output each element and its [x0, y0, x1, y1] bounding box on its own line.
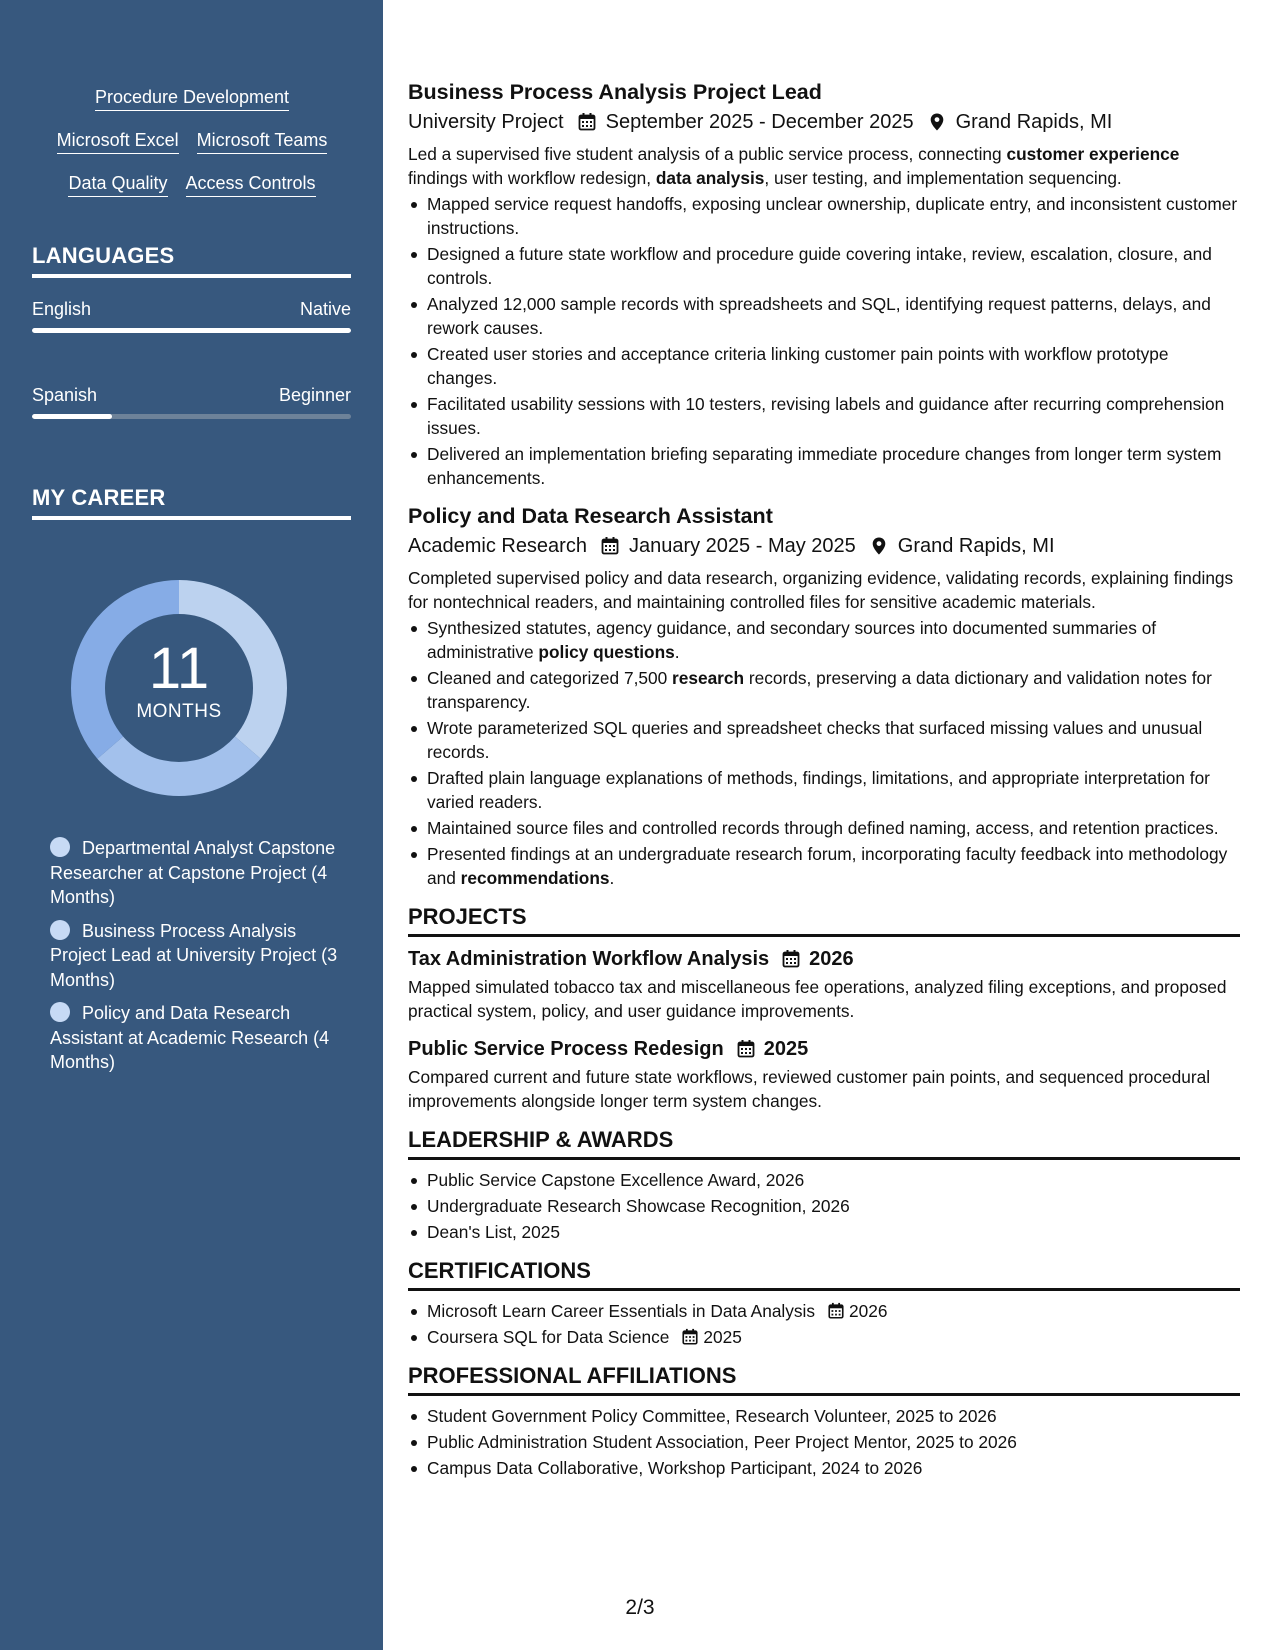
calendar-icon	[600, 536, 620, 556]
job-entry	[408, 78, 1240, 490]
bullet-item	[408, 816, 1240, 840]
job-meta	[408, 108, 1240, 136]
bullet-item	[408, 842, 1240, 890]
job-dates: January 2025 - May 2025	[628, 535, 856, 557]
certification-row	[427, 1299, 1240, 1323]
career-item	[50, 919, 340, 993]
job-bullets	[408, 192, 1240, 490]
calendar-icon	[736, 1039, 756, 1059]
calendar-icon	[681, 1328, 699, 1346]
text-run: Synthesized statutes, agency guidance, and secondary sources into documented summaries of administrative	[427, 618, 1157, 662]
job-dates: September 2025 - December 2025	[605, 111, 914, 133]
text-run: Completed supervised policy and data research, organizing evidence, validating records, explaining findings for nontechnical readers, and maintaining controlled files for sensitive academic materials.	[408, 568, 1234, 612]
bullet-item	[408, 292, 1240, 340]
language-bar-fill	[32, 414, 112, 419]
bold-keyword: policy questions	[538, 642, 675, 662]
affiliation-item: Student Government Policy Committee, Research Volunteer, 2025 to 2026	[408, 1404, 1240, 1428]
text-run: findings with workflow redesign,	[408, 168, 656, 188]
certification-name: Microsoft Learn Career Essentials in Data Analysis	[427, 1301, 816, 1321]
award-item: Undergraduate Research Showcase Recognition, 2026	[408, 1194, 1240, 1218]
bullet-item	[408, 666, 1240, 714]
sidebar	[0, 0, 383, 1650]
bold-keyword: data analysis	[655, 168, 765, 188]
skill-tag: Microsoft Teams	[197, 129, 328, 154]
text-run: Presented findings at an undergraduate research forum, incorporating faculty feedback into methodology and	[427, 844, 1228, 888]
awards-heading: LEADERSHIP & AWARDS	[408, 1125, 1240, 1160]
language-english	[32, 298, 351, 333]
language-name: Spanish	[32, 385, 98, 405]
certifications-heading: CERTIFICATIONS	[408, 1256, 1240, 1291]
calendar-icon	[577, 112, 597, 132]
bold-keyword: customer experience	[1006, 144, 1180, 164]
language-bar	[32, 414, 351, 419]
bullet-item	[408, 242, 1240, 290]
certification-year: 2025	[703, 1327, 742, 1347]
project-description: Compared current and future state workflows, reviewed customer pain points, and sequenced procedural improvements alongside longer term system changes.	[408, 1067, 1211, 1111]
language-level: Native	[299, 299, 351, 319]
career-item-text: Departmental Analyst Capstone Researcher at Capstone Project (4 Months)	[50, 838, 336, 907]
career-dot-icon	[50, 920, 70, 940]
award-item: Dean's List, 2025	[408, 1220, 1240, 1244]
location-pin-icon	[869, 536, 889, 556]
text-run: Mapped service request handoffs, exposing unclear ownership, duplicate entry, and inconsistent customer instructions.	[427, 194, 1238, 238]
project-name: Tax Administration Workflow Analysis	[408, 948, 770, 970]
text-run: Drafted plain language explanations of methods, findings, limitations, and appropriate interpretation for varied readers.	[427, 768, 1210, 812]
project-title	[408, 945, 1240, 973]
bullet-item	[408, 616, 1240, 664]
career-item-text: Policy and Data Research Assistant at Academic Research (4 Months)	[50, 1003, 330, 1072]
certification-year: 2026	[849, 1301, 888, 1321]
text-run: Designed a future state workflow and procedure guide covering intake, review, escalation, closure, and controls.	[427, 244, 1212, 288]
project-title	[408, 1035, 1240, 1063]
project-description: Mapped simulated tobacco tax and miscellaneous fee operations, analyzed filing exceptions, and proposed practical system, policy, and user guidance improvements.	[408, 977, 1227, 1021]
job-org: Academic Research	[408, 535, 587, 557]
bullet-item	[408, 192, 1240, 240]
job-org: University Project	[408, 111, 564, 133]
skill-row	[32, 86, 352, 111]
job-location: Grand Rapids, MI	[955, 111, 1113, 133]
page-number: 2/3	[625, 1596, 655, 1619]
award-item: Public Service Capstone Excellence Award, 2026	[408, 1168, 1240, 1192]
job-entry	[408, 502, 1240, 890]
certification-name: Coursera SQL for Data Science	[427, 1327, 670, 1347]
skill-tag: Data Quality	[68, 172, 167, 197]
text-run: Led a supervised five student analysis of a public service process, connecting	[408, 144, 1007, 164]
main-content	[408, 78, 1240, 1482]
bullet-item	[408, 442, 1240, 490]
job-meta	[408, 532, 1240, 560]
career-total	[66, 575, 292, 801]
text-run: Maintained source files and controlled records through defined naming, access, and retention practices.	[427, 818, 1219, 838]
bullet-item	[408, 342, 1240, 390]
bullet-item	[408, 392, 1240, 440]
language-spanish	[32, 384, 351, 419]
job-title: Policy and Data Research Assistant	[408, 504, 773, 528]
career-dot-icon	[50, 837, 70, 857]
language-name: English	[32, 299, 92, 319]
skill-tag: Procedure Development	[95, 86, 289, 111]
affiliation-item: Campus Data Collaborative, Workshop Participant, 2024 to 2026	[408, 1456, 1240, 1480]
experience-section	[408, 78, 1240, 890]
projects-heading: PROJECTS	[408, 902, 1240, 937]
affiliations-heading: PROFESSIONAL AFFILIATIONS	[408, 1361, 1240, 1396]
projects-list	[408, 945, 1240, 1113]
text-run: , user testing, and implementation sequencing.	[764, 168, 1122, 188]
certification-item	[408, 1325, 1240, 1349]
location-pin-icon	[927, 112, 947, 132]
skills-list	[32, 86, 352, 215]
job-summary	[408, 566, 1240, 614]
awards-list	[408, 1168, 1240, 1244]
text-run: Wrote parameterized SQL queries and spreadsheet checks that surfaced missing values and unusual records.	[427, 718, 1203, 762]
certification-row	[427, 1325, 1240, 1349]
affiliations-list	[408, 1404, 1240, 1480]
language-level: Beginner	[278, 385, 351, 405]
certifications-list	[408, 1299, 1240, 1349]
career-list	[50, 836, 340, 1084]
text-run: Cleaned and categorized 7,500	[427, 668, 673, 688]
career-item	[50, 836, 340, 910]
text-run: Created user stories and acceptance criteria linking customer pain points with workflow prototype changes.	[427, 344, 1169, 388]
project-year: 2025	[763, 1038, 809, 1060]
job-bullets	[408, 616, 1240, 890]
text-run: .	[674, 642, 680, 662]
calendar-icon	[827, 1302, 845, 1320]
language-bar	[32, 328, 351, 333]
skill-tag: Access Controls	[186, 172, 316, 197]
career-dot-icon	[50, 1002, 70, 1022]
bold-keyword: research	[672, 668, 745, 688]
job-location: Grand Rapids, MI	[897, 535, 1055, 557]
career-item	[50, 1001, 340, 1075]
certification-item	[408, 1299, 1240, 1323]
career-heading: MY CAREER	[32, 484, 351, 520]
career-total-unit: MONTHS	[136, 701, 222, 722]
skill-row	[32, 172, 352, 197]
languages-heading: LANGUAGES	[32, 242, 351, 278]
career-total-number: 11	[148, 636, 210, 701]
text-run: records, preserving a data dictionary and validation notes for transparency.	[427, 668, 1212, 712]
job-summary	[408, 142, 1240, 190]
bullet-item	[408, 716, 1240, 764]
text-run: .	[609, 868, 615, 888]
job-title: Business Process Analysis Project Lead	[408, 80, 822, 104]
career-item-text: Business Process Analysis Project Lead at University Project (3 Months)	[50, 920, 338, 990]
bullet-item	[408, 766, 1240, 814]
affiliation-item: Public Administration Student Association, Peer Project Mentor, 2025 to 2026	[408, 1430, 1240, 1454]
skill-tag: Microsoft Excel	[57, 129, 179, 154]
text-run: Delivered an implementation briefing separating immediate procedure changes from longer term system enhancements.	[427, 444, 1222, 488]
project-year: 2026	[809, 948, 854, 970]
skill-row	[32, 129, 352, 154]
text-run: Facilitated usability sessions with 10 testers, revising labels and guidance after recurring comprehension issues.	[427, 394, 1225, 438]
project-name: Public Service Process Redesign	[408, 1038, 724, 1060]
text-run: Analyzed 12,000 sample records with spreadsheets and SQL, identifying request patterns, delays, and rework causes.	[427, 294, 1211, 338]
language-bar-fill	[32, 328, 351, 333]
bold-keyword: recommendations	[460, 868, 610, 888]
calendar-icon	[781, 949, 801, 969]
